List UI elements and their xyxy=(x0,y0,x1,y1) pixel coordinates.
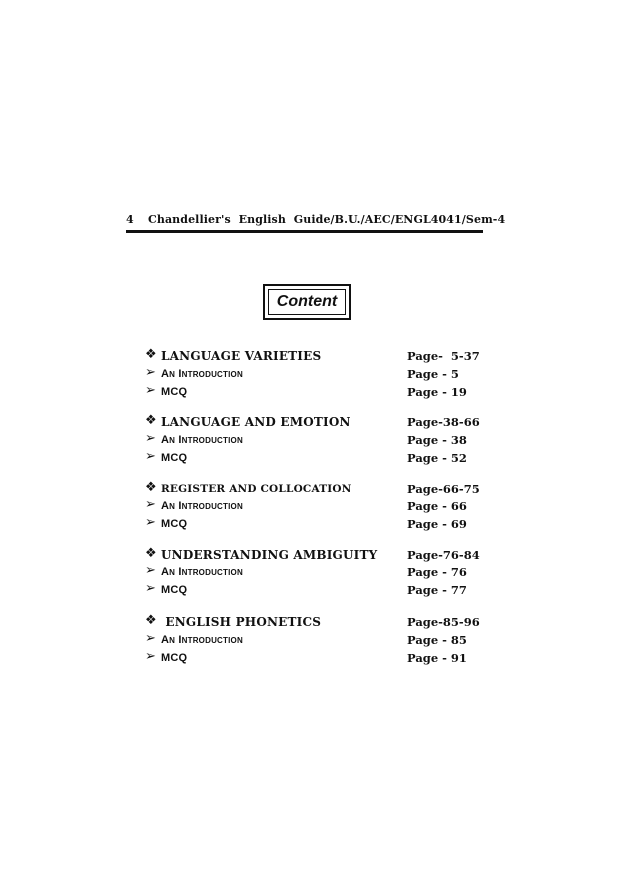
section-pages: Page-85-96 xyxy=(407,615,480,629)
section-title: UNDERSTANDING AMBIGUITY xyxy=(161,548,378,562)
item-row xyxy=(145,498,475,514)
arrow-bullet-icon: ➢ xyxy=(145,581,156,596)
arrow-bullet-icon: ➢ xyxy=(145,563,156,578)
section-title: ENGLISH PHONETICS xyxy=(161,615,322,629)
section-title: LANGUAGE VARIETIES xyxy=(161,349,322,363)
item-label: An Introduction xyxy=(161,634,243,646)
content-title-box xyxy=(263,284,351,320)
running-title: Chandellier's English Guide/B.U./AEC/ENGL4041/Sem-4 xyxy=(148,213,506,226)
item-page: Page - 19 xyxy=(407,385,467,399)
arrow-bullet-icon: ➢ xyxy=(145,365,156,380)
item-row xyxy=(145,650,475,666)
item-row xyxy=(145,450,475,466)
item-page: Page - 85 xyxy=(407,633,467,647)
arrow-bullet-icon: ➢ xyxy=(145,383,156,398)
item-label: MCQ xyxy=(161,518,188,530)
item-label: MCQ xyxy=(161,452,188,464)
section-pages: Page-76-84 xyxy=(407,548,480,562)
arrow-bullet-icon: ➢ xyxy=(145,449,156,464)
arrow-bullet-icon: ➢ xyxy=(145,649,156,664)
section-row xyxy=(145,347,480,364)
item-label: MCQ xyxy=(161,584,188,596)
item-label: An Introduction xyxy=(161,566,243,578)
header-rule xyxy=(126,230,483,233)
item-row xyxy=(145,516,475,532)
item-row xyxy=(145,582,475,598)
section-title: REGISTER AND COLLOCATION xyxy=(161,483,352,495)
section-title: LANGUAGE AND EMOTION xyxy=(161,415,351,429)
item-page: Page - 76 xyxy=(407,565,467,579)
item-page: Page - 69 xyxy=(407,517,467,531)
item-label: An Introduction xyxy=(161,368,243,380)
diamond-bullet-icon: ❖ xyxy=(145,347,157,362)
diamond-bullet-icon: ❖ xyxy=(145,546,157,561)
section-row xyxy=(145,480,480,497)
diamond-bullet-icon: ❖ xyxy=(145,413,157,428)
arrow-bullet-icon: ➢ xyxy=(145,515,156,530)
arrow-bullet-icon: ➢ xyxy=(145,431,156,446)
running-header xyxy=(126,213,506,226)
item-label: An Introduction xyxy=(161,500,243,512)
diamond-bullet-icon: ❖ xyxy=(145,613,157,628)
section-row xyxy=(145,546,480,563)
section-pages: Page- 5-37 xyxy=(407,349,480,363)
item-page: Page - 38 xyxy=(407,433,467,447)
item-row xyxy=(145,384,475,400)
content-title: Content xyxy=(268,289,346,315)
item-page: Page - 66 xyxy=(407,499,467,513)
item-label: An Introduction xyxy=(161,434,243,446)
page-number: 4 xyxy=(126,213,134,226)
section-pages: Page-38-66 xyxy=(407,415,480,429)
arrow-bullet-icon: ➢ xyxy=(145,497,156,512)
section-pages: Page-66-75 xyxy=(407,482,480,496)
section-row xyxy=(145,413,480,430)
item-page: Page - 52 xyxy=(407,451,467,465)
arrow-bullet-icon: ➢ xyxy=(145,631,156,646)
diamond-bullet-icon: ❖ xyxy=(145,480,157,495)
item-row xyxy=(145,432,475,448)
item-row xyxy=(145,366,475,382)
item-row xyxy=(145,564,475,580)
item-page: Page - 91 xyxy=(407,651,467,665)
item-page: Page - 77 xyxy=(407,583,467,597)
item-row xyxy=(145,632,475,648)
section-row xyxy=(145,613,480,630)
item-label: MCQ xyxy=(161,386,188,398)
item-page: Page - 5 xyxy=(407,367,459,381)
item-label: MCQ xyxy=(161,652,188,664)
